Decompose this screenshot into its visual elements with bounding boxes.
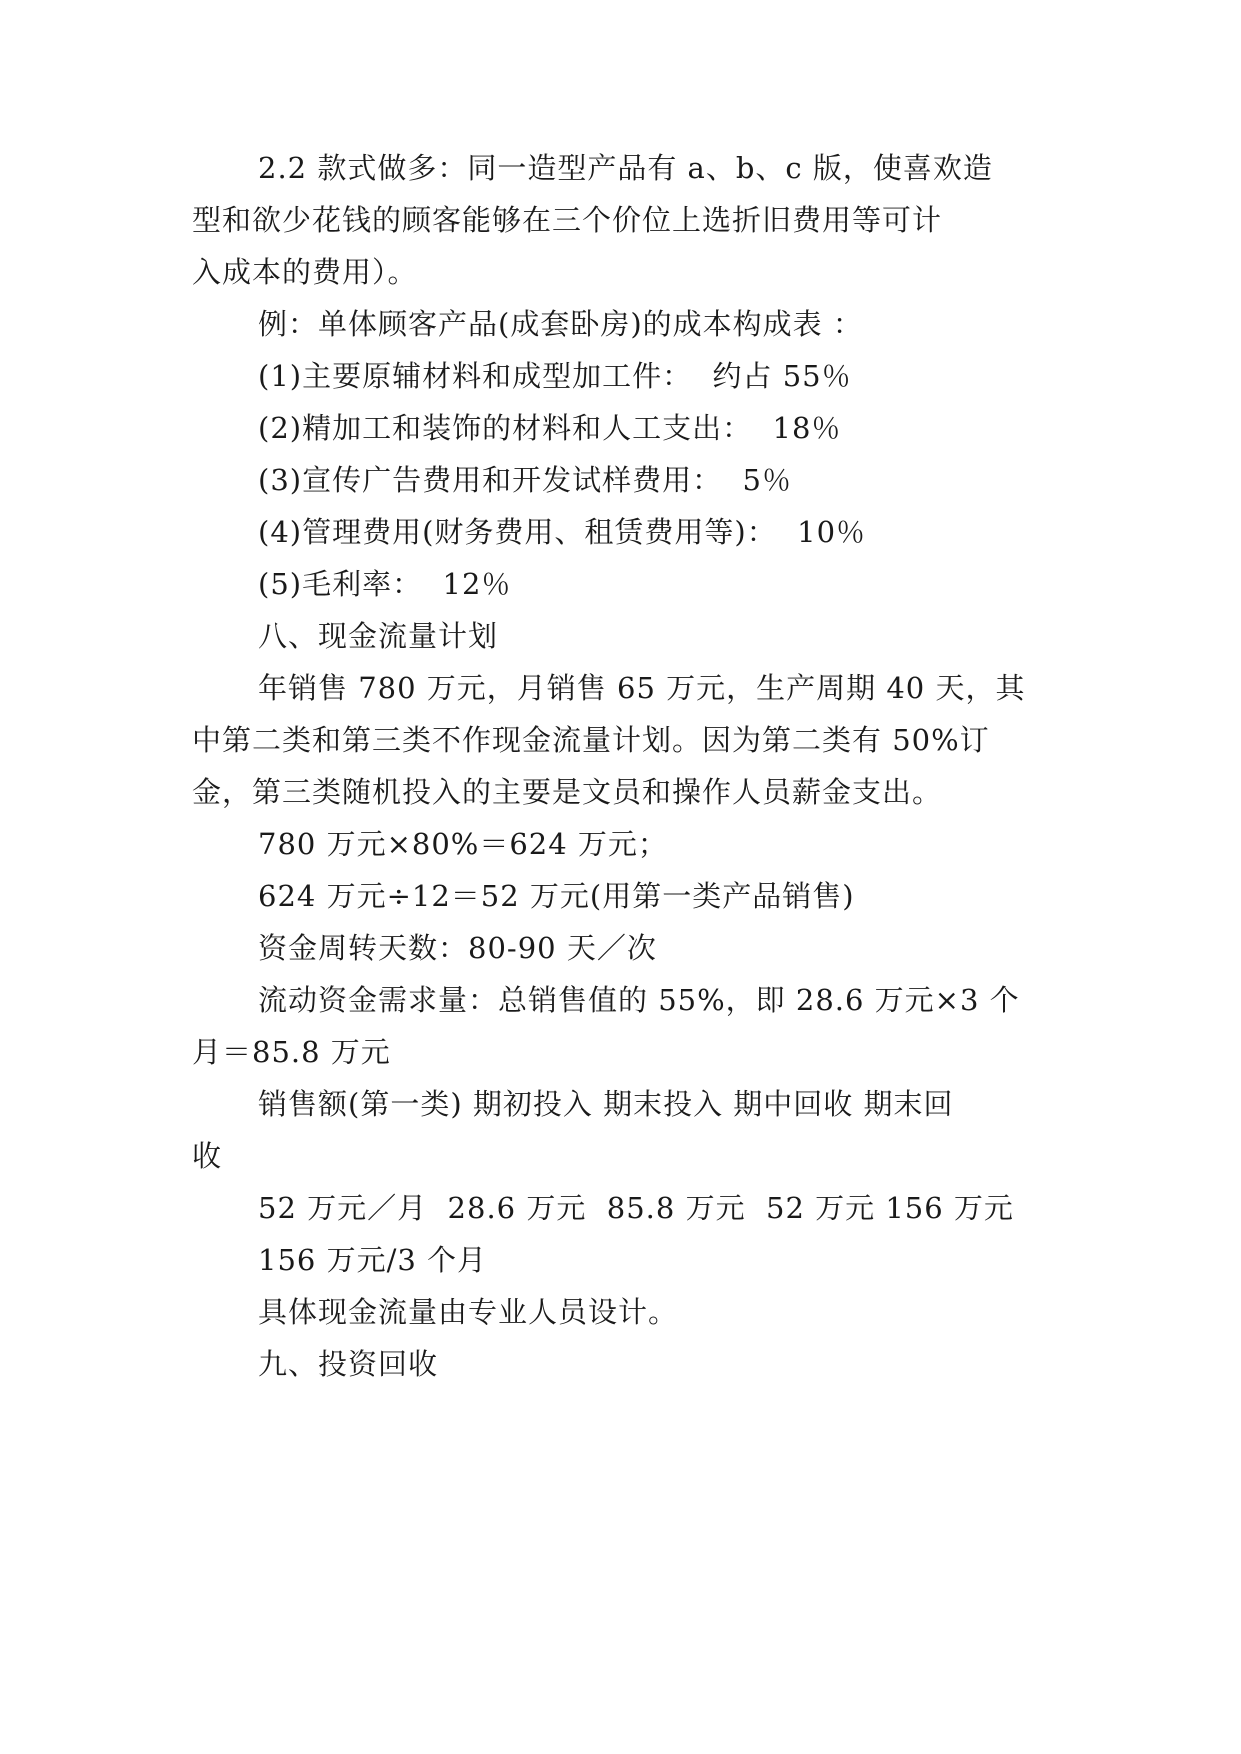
text-line: 中第二类和第三类不作现金流量计划。因为第二类有 50%订 bbox=[192, 723, 990, 757]
text-line: 流动资金需求量：总销售值的 55%，即 28.6 万元×3 个 bbox=[258, 983, 1020, 1017]
section-heading: 八、现金流量计划 bbox=[258, 619, 499, 653]
list-item: (3)宣传广告费用和开发试样费用： 5％ bbox=[258, 463, 792, 497]
text-line: 资金周转天数：80-90 天／次 bbox=[258, 931, 657, 965]
text-line: 金，第三类随机投入的主要是文员和操作人员薪金支出。 bbox=[192, 775, 943, 809]
text-line: 销售额(第一类) 期初投入 期末投入 期中回收 期末回 bbox=[258, 1087, 954, 1121]
text-line: 156 万元/3 个月 bbox=[258, 1243, 488, 1277]
text-line: 624 万元÷12＝52 万元(用第一类产品销售) bbox=[258, 879, 855, 913]
text-line: 型和欲少花钱的顾客能够在三个价位上选折旧费用等可计 bbox=[192, 203, 943, 237]
text-line: 年销售 780 万元，月销售 65 万元，生产周期 40 天，其 bbox=[258, 671, 1026, 705]
list-item: (4)管理费用(财务费用、租赁费用等)： 10％ bbox=[258, 515, 867, 549]
text-line: 具体现金流量由专业人员设计。 bbox=[258, 1295, 679, 1329]
text-line: 2.2 款式做多：同一造型产品有 a、b、c 版，使喜欢造 bbox=[258, 151, 993, 185]
list-item: (2)精加工和装饰的材料和人工支出： 18％ bbox=[258, 411, 842, 445]
text-line: 780 万元×80%＝624 万元； bbox=[258, 827, 668, 861]
section-heading: 九、投资回收 bbox=[258, 1347, 439, 1381]
text-line: 例：单体顾客产品(成套卧房)的成本构成表 ： bbox=[258, 307, 863, 341]
text-line: 入成本的费用）。 bbox=[192, 255, 418, 289]
text-line: 月＝85.8 万元 bbox=[192, 1035, 391, 1069]
list-item: (5)毛利率： 12％ bbox=[258, 567, 512, 601]
list-item: (1)主要原辅材料和成型加工件： 约占 55％ bbox=[258, 359, 852, 393]
text-line: 52 万元／月 28.6 万元 85.8 万元 52 万元 156 万元 bbox=[258, 1191, 1014, 1225]
text-line: 收 bbox=[192, 1139, 223, 1173]
